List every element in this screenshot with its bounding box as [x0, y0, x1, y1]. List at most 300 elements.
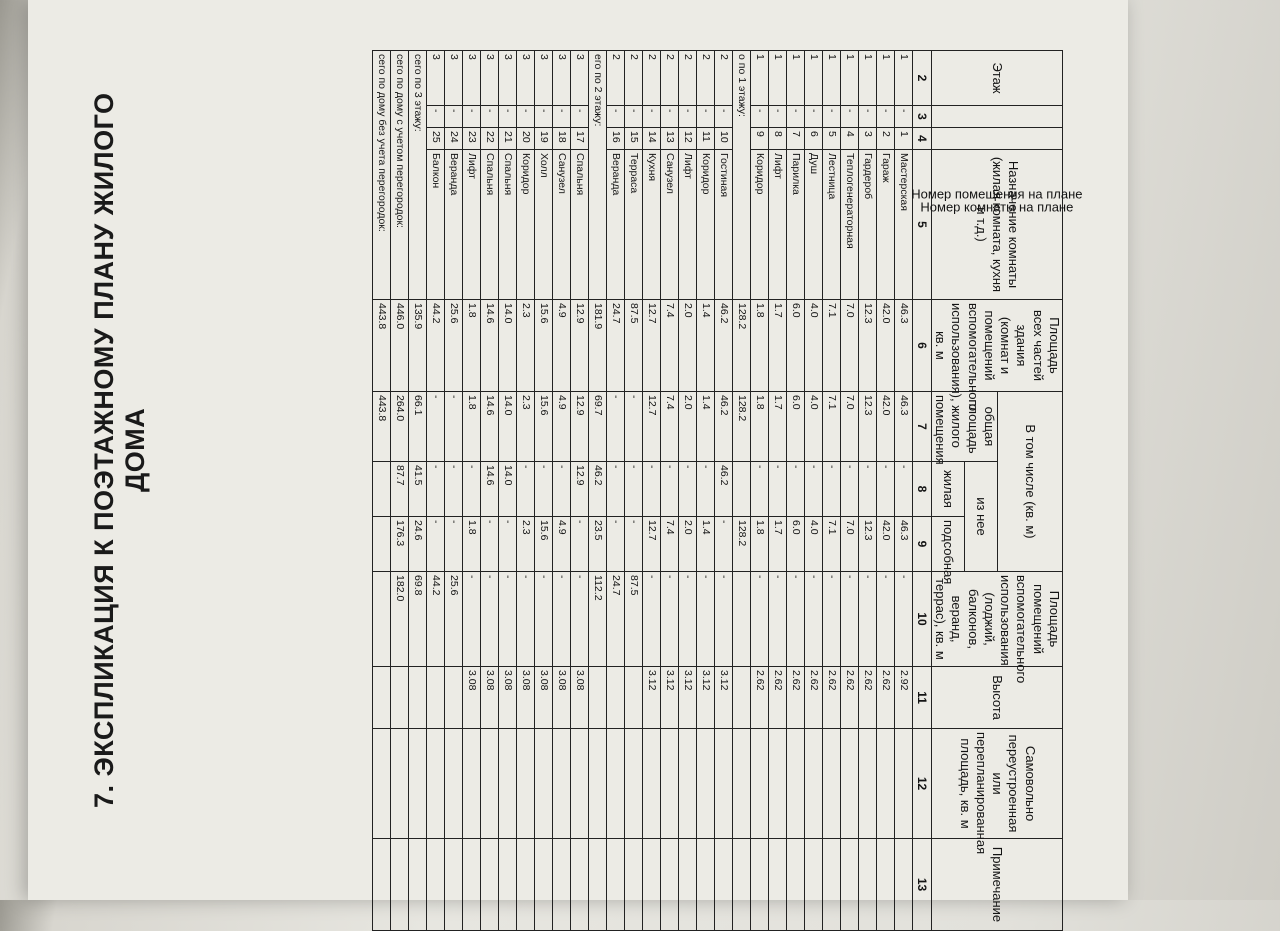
- total-living-cell: 7.4: [661, 392, 679, 462]
- room-on-plan-cell: 15: [625, 128, 643, 150]
- total-living-cell: 14.6: [481, 392, 499, 462]
- auxiliary-area-cell: 182.0: [391, 572, 409, 667]
- table-row: [643, 51, 661, 931]
- replanned-cell: [409, 729, 427, 839]
- living-cell: 46.2: [589, 462, 607, 517]
- floor-cell: 3: [445, 51, 463, 106]
- note-cell: [445, 839, 463, 931]
- floor-cell: 1: [859, 51, 877, 106]
- room-on-plan-cell: 25: [427, 128, 445, 150]
- room-on-plan-cell: 13: [661, 128, 679, 150]
- total-living-cell: 12.9: [571, 392, 589, 462]
- living-cell: -: [895, 462, 913, 517]
- aux-cell: 1.8: [751, 517, 769, 572]
- living-cell: -: [841, 462, 859, 517]
- replanned-cell: [823, 729, 841, 839]
- purpose-cell: Коридор: [517, 150, 535, 300]
- table-row: [877, 51, 895, 931]
- auxiliary-area-cell: 24.7: [607, 572, 625, 667]
- room-no-cell: -: [553, 106, 571, 128]
- header-incl: В том числе (кв. м): [998, 392, 1063, 572]
- floor-cell: 2: [643, 51, 661, 106]
- total-living-cell: 1.8: [463, 392, 481, 462]
- subtotal-row: [733, 51, 751, 931]
- height-cell: [427, 667, 445, 729]
- living-cell: -: [751, 462, 769, 517]
- floor-cell: 3: [463, 51, 481, 106]
- height-cell: [625, 667, 643, 729]
- note-cell: [643, 839, 661, 931]
- height-cell: [373, 667, 391, 729]
- auxiliary-area-cell: -: [751, 572, 769, 667]
- auxiliary-area-cell: -: [787, 572, 805, 667]
- replanned-cell: [895, 729, 913, 839]
- replanned-cell: [373, 729, 391, 839]
- note-cell: [805, 839, 823, 931]
- auxiliary-area-cell: -: [841, 572, 859, 667]
- subtotal-label: сего по дому без учета перегородок:: [373, 51, 391, 300]
- room-no-cell: -: [517, 106, 535, 128]
- height-cell: 3.12: [715, 667, 733, 729]
- living-cell: -: [535, 462, 553, 517]
- total-living-cell: 128.2: [733, 392, 751, 462]
- living-cell: 46.2: [715, 462, 733, 517]
- living-cell: 41.5: [409, 462, 427, 517]
- area-all-cell: 128.2: [733, 300, 751, 392]
- area-all-cell: 1.7: [769, 300, 787, 392]
- height-cell: 3.12: [697, 667, 715, 729]
- purpose-cell: Гостиная: [715, 150, 733, 300]
- total-living-cell: -: [625, 392, 643, 462]
- total-living-cell: 7.1: [823, 392, 841, 462]
- height-cell: 3.08: [481, 667, 499, 729]
- total-living-cell: 14.0: [499, 392, 517, 462]
- purpose-cell: Санузел: [553, 150, 571, 300]
- living-cell: -: [787, 462, 805, 517]
- table-row: [751, 51, 769, 931]
- replanned-cell: [517, 729, 535, 839]
- height-cell: [589, 667, 607, 729]
- height-cell: 3.12: [661, 667, 679, 729]
- room-on-plan-cell: 22: [481, 128, 499, 150]
- aux-cell: 42.0: [877, 517, 895, 572]
- room-on-plan-cell: 23: [463, 128, 481, 150]
- replanned-cell: [661, 729, 679, 839]
- total-living-cell: 1.8: [751, 392, 769, 462]
- height-cell: 2.92: [895, 667, 913, 729]
- aux-cell: 12.7: [643, 517, 661, 572]
- room-on-plan-cell: 16: [607, 128, 625, 150]
- height-cell: 2.62: [823, 667, 841, 729]
- area-all-cell: 4.9: [553, 300, 571, 392]
- height-cell: 2.62: [805, 667, 823, 729]
- purpose-cell: Кухня: [643, 150, 661, 300]
- area-all-cell: 1.8: [751, 300, 769, 392]
- room-no-cell: -: [499, 106, 517, 128]
- height-cell: 3.12: [679, 667, 697, 729]
- room-no-cell: -: [895, 106, 913, 128]
- note-cell: [715, 839, 733, 931]
- column-number: 4: [913, 128, 932, 150]
- area-all-cell: 135.9: [409, 300, 427, 392]
- note-cell: [517, 839, 535, 931]
- auxiliary-area-cell: -: [697, 572, 715, 667]
- purpose-cell: Санузел: [661, 150, 679, 300]
- auxiliary-area-cell: -: [895, 572, 913, 667]
- total-living-cell: 264.0: [391, 392, 409, 462]
- living-cell: -: [679, 462, 697, 517]
- height-cell: [445, 667, 463, 729]
- replanned-cell: [805, 729, 823, 839]
- total-living-cell: 42.0: [877, 392, 895, 462]
- total-living-cell: 2.0: [679, 392, 697, 462]
- room-no-cell: -: [679, 106, 697, 128]
- table-row: [823, 51, 841, 931]
- floor-cell: 1: [895, 51, 913, 106]
- auxiliary-area-cell: -: [481, 572, 499, 667]
- table-row: [679, 51, 697, 931]
- floor-cell: 1: [751, 51, 769, 106]
- area-all-cell: 1.4: [697, 300, 715, 392]
- aux-cell: 7.0: [841, 517, 859, 572]
- purpose-cell: Гараж: [877, 150, 895, 300]
- total-living-cell: 1.4: [697, 392, 715, 462]
- column-number: 9: [913, 517, 932, 572]
- replanned-cell: [463, 729, 481, 839]
- area-all-cell: 12.7: [643, 300, 661, 392]
- area-all-cell: 443.8: [373, 300, 391, 392]
- aux-cell: 15.6: [535, 517, 553, 572]
- floor-cell: 2: [679, 51, 697, 106]
- room-no-cell: -: [751, 106, 769, 128]
- auxiliary-area-cell: -: [715, 572, 733, 667]
- living-cell: -: [625, 462, 643, 517]
- table-row: [607, 51, 625, 931]
- purpose-cell: Спальня: [499, 150, 517, 300]
- note-cell: [607, 839, 625, 931]
- living-cell: -: [769, 462, 787, 517]
- living-cell: 87.7: [391, 462, 409, 517]
- height-cell: [409, 667, 427, 729]
- room-on-plan-cell: 2: [877, 128, 895, 150]
- header-room-no: Номер помещения на плане: [932, 106, 1063, 128]
- replanned-cell: [427, 729, 445, 839]
- room-on-plan-cell: 1: [895, 128, 913, 150]
- floor-cell: 1: [805, 51, 823, 106]
- purpose-cell: Коридор: [697, 150, 715, 300]
- purpose-cell: Балкон: [427, 150, 445, 300]
- replanned-cell: [751, 729, 769, 839]
- aux-cell: 2.0: [679, 517, 697, 572]
- replanned-cell: [697, 729, 715, 839]
- aux-cell: 23.5: [589, 517, 607, 572]
- purpose-cell: Спальня: [481, 150, 499, 300]
- replanned-cell: [643, 729, 661, 839]
- floor-cell: 3: [481, 51, 499, 106]
- auxiliary-area-cell: -: [859, 572, 877, 667]
- aux-cell: 1.4: [697, 517, 715, 572]
- room-on-plan-cell: 11: [697, 128, 715, 150]
- room-on-plan-cell: 8: [769, 128, 787, 150]
- aux-cell: 46.3: [895, 517, 913, 572]
- replanned-cell: [877, 729, 895, 839]
- height-cell: 2.62: [877, 667, 895, 729]
- total-living-cell: 1.7: [769, 392, 787, 462]
- auxiliary-area-cell: -: [661, 572, 679, 667]
- purpose-cell: Лифт: [679, 150, 697, 300]
- living-cell: -: [517, 462, 535, 517]
- header-auxiliary-area: Площадь помещений вспомогательного использования (лоджий, балконов, веранд, террас), кв. м: [932, 572, 1063, 667]
- note-cell: [661, 839, 679, 931]
- living-cell: -: [445, 462, 463, 517]
- height-cell: 2.62: [859, 667, 877, 729]
- room-no-cell: -: [841, 106, 859, 128]
- aux-cell: [373, 517, 391, 572]
- purpose-cell: Спальня: [571, 150, 589, 300]
- total-living-cell: -: [607, 392, 625, 462]
- floor-cell: 1: [823, 51, 841, 106]
- aux-cell: 6.0: [787, 517, 805, 572]
- aux-cell: -: [715, 517, 733, 572]
- replanned-cell: [589, 729, 607, 839]
- room-on-plan-cell: 17: [571, 128, 589, 150]
- total-living-cell: 15.6: [535, 392, 553, 462]
- table-row: [427, 51, 445, 931]
- table-row: [535, 51, 553, 931]
- aux-cell: 12.3: [859, 517, 877, 572]
- note-cell: [733, 839, 751, 931]
- floor-cell: 3: [499, 51, 517, 106]
- area-all-cell: 25.6: [445, 300, 463, 392]
- room-no-cell: -: [769, 106, 787, 128]
- floor-cell: 1: [787, 51, 805, 106]
- auxiliary-area-cell: -: [805, 572, 823, 667]
- area-all-cell: 7.1: [823, 300, 841, 392]
- floor-cell: 2: [697, 51, 715, 106]
- explication-table: [372, 50, 1083, 931]
- auxiliary-area-cell: 25.6: [445, 572, 463, 667]
- table-row: [517, 51, 535, 931]
- area-all-cell: 46.2: [715, 300, 733, 392]
- area-all-cell: 14.6: [481, 300, 499, 392]
- area-all-cell: 15.6: [535, 300, 553, 392]
- note-cell: [877, 839, 895, 931]
- aux-cell: 24.6: [409, 517, 427, 572]
- note-cell: [571, 839, 589, 931]
- note-cell: [751, 839, 769, 931]
- aux-cell: 4.0: [805, 517, 823, 572]
- note-cell: [589, 839, 607, 931]
- column-number: 10: [913, 572, 932, 667]
- room-no-cell: -: [571, 106, 589, 128]
- height-cell: 3.08: [571, 667, 589, 729]
- height-cell: 2.62: [841, 667, 859, 729]
- area-all-cell: 446.0: [391, 300, 409, 392]
- table-row: [571, 51, 589, 931]
- replanned-cell: [625, 729, 643, 839]
- room-on-plan-cell: 7: [787, 128, 805, 150]
- area-all-cell: 181.9: [589, 300, 607, 392]
- total-living-cell: 443.8: [373, 392, 391, 462]
- height-cell: 3.08: [517, 667, 535, 729]
- note-cell: [787, 839, 805, 931]
- auxiliary-area-cell: 44.2: [427, 572, 445, 667]
- floor-cell: 1: [877, 51, 895, 106]
- note-cell: [373, 839, 391, 931]
- total-living-cell: -: [427, 392, 445, 462]
- room-on-plan-cell: 6: [805, 128, 823, 150]
- purpose-cell: Теплогенераторная: [841, 150, 859, 300]
- note-cell: [463, 839, 481, 931]
- table-row: [769, 51, 787, 931]
- subtotal-label: сего по 3 этажу:: [409, 51, 427, 300]
- purpose-cell: Лифт: [769, 150, 787, 300]
- aux-cell: 2.3: [517, 517, 535, 572]
- height-cell: [733, 667, 751, 729]
- total-living-cell: 12.3: [859, 392, 877, 462]
- table-row: [625, 51, 643, 931]
- aux-cell: 7.1: [823, 517, 841, 572]
- floor-cell: 3: [427, 51, 445, 106]
- purpose-cell: Гардероб: [859, 150, 877, 300]
- column-number: 11: [913, 667, 932, 729]
- total-living-cell: 46.3: [895, 392, 913, 462]
- header-total-living: общая площадь жилого помещения: [932, 392, 998, 462]
- aux-cell: 176.3: [391, 517, 409, 572]
- room-no-cell: -: [643, 106, 661, 128]
- room-on-plan-cell: 20: [517, 128, 535, 150]
- living-cell: -: [427, 462, 445, 517]
- purpose-cell: Холл: [535, 150, 553, 300]
- subtotal-label: о по 1 этажу:: [733, 51, 751, 300]
- total-living-cell: 46.2: [715, 392, 733, 462]
- replanned-cell: [787, 729, 805, 839]
- replanned-cell: [769, 729, 787, 839]
- replanned-cell: [733, 729, 751, 839]
- living-cell: -: [607, 462, 625, 517]
- area-all-cell: 4.0: [805, 300, 823, 392]
- table-row: [481, 51, 499, 931]
- aux-cell: -: [607, 517, 625, 572]
- living-cell: 14.0: [499, 462, 517, 517]
- floor-cell: 2: [607, 51, 625, 106]
- floor-cell: 2: [625, 51, 643, 106]
- height-cell: 3.08: [499, 667, 517, 729]
- table-row: [661, 51, 679, 931]
- purpose-cell: Веранда: [607, 150, 625, 300]
- purpose-cell: Мастерская: [895, 150, 913, 300]
- table-row: [841, 51, 859, 931]
- auxiliary-area-cell: -: [679, 572, 697, 667]
- auxiliary-area-cell: -: [535, 572, 553, 667]
- table-row: [499, 51, 517, 931]
- auxiliary-area-cell: -: [499, 572, 517, 667]
- header-replanned: Самовольно переустроенная или перепланированная площадь, кв. м: [932, 729, 1063, 839]
- aux-cell: -: [571, 517, 589, 572]
- note-cell: [481, 839, 499, 931]
- height-cell: 2.62: [787, 667, 805, 729]
- aux-cell: 1.7: [769, 517, 787, 572]
- note-cell: [409, 839, 427, 931]
- floor-cell: 1: [769, 51, 787, 106]
- column-number: 3: [913, 106, 932, 128]
- note-cell: [427, 839, 445, 931]
- header-living: жилая: [932, 462, 965, 517]
- note-cell: [841, 839, 859, 931]
- floor-cell: 1: [841, 51, 859, 106]
- total-living-cell: 4.0: [805, 392, 823, 462]
- header-note: Примечание: [932, 839, 1063, 931]
- area-all-cell: 12.3: [859, 300, 877, 392]
- room-on-plan-cell: 21: [499, 128, 517, 150]
- height-cell: 3.08: [535, 667, 553, 729]
- table-row: [463, 51, 481, 931]
- total-living-cell: 12.7: [643, 392, 661, 462]
- note-cell: [391, 839, 409, 931]
- area-all-cell: 2.3: [517, 300, 535, 392]
- aux-cell: -: [625, 517, 643, 572]
- area-all-cell: 87.5: [625, 300, 643, 392]
- column-number: 6: [913, 300, 932, 392]
- total-living-cell: 6.0: [787, 392, 805, 462]
- height-cell: 3.12: [643, 667, 661, 729]
- replanned-cell: [859, 729, 877, 839]
- auxiliary-area-cell: -: [553, 572, 571, 667]
- room-no-cell: -: [535, 106, 553, 128]
- room-on-plan-cell: 4: [841, 128, 859, 150]
- note-cell: [697, 839, 715, 931]
- room-no-cell: -: [661, 106, 679, 128]
- replanned-cell: [535, 729, 553, 839]
- living-cell: -: [877, 462, 895, 517]
- table-row: [895, 51, 913, 931]
- header-area-all: Площадь всех частей здания (комнат и помещений вспомогательного использования), кв. м: [932, 300, 1063, 392]
- table-body: [373, 51, 913, 931]
- table-row: [715, 51, 733, 931]
- height-cell: 3.08: [553, 667, 571, 729]
- column-number: 2: [913, 51, 932, 106]
- living-cell: [373, 462, 391, 517]
- purpose-cell: Парилка: [787, 150, 805, 300]
- purpose-cell: Терраса: [625, 150, 643, 300]
- table-row: [787, 51, 805, 931]
- living-cell: -: [553, 462, 571, 517]
- page-title: 7. ЭКСПЛИКАЦИЯ К ПОЭТАЖНОМУ ПЛАНУ ЖИЛОГО ДОМА: [89, 92, 150, 808]
- area-all-cell: 14.0: [499, 300, 517, 392]
- subtotal-label: его по 2 этажу:: [589, 51, 607, 300]
- area-all-cell: 2.0: [679, 300, 697, 392]
- room-no-cell: -: [697, 106, 715, 128]
- auxiliary-area-cell: -: [571, 572, 589, 667]
- replanned-cell: [391, 729, 409, 839]
- replanned-cell: [571, 729, 589, 839]
- header-purpose: Назначение комнаты (жилая комната, кухня и т.д.): [932, 150, 1063, 300]
- aux-cell: 4.9: [553, 517, 571, 572]
- total-living-cell: 69.7: [589, 392, 607, 462]
- living-cell: [733, 462, 751, 517]
- auxiliary-area-cell: -: [517, 572, 535, 667]
- replanned-cell: [679, 729, 697, 839]
- note-cell: [679, 839, 697, 931]
- auxiliary-area-cell: 112.2: [589, 572, 607, 667]
- area-all-cell: 7.4: [661, 300, 679, 392]
- living-cell: -: [859, 462, 877, 517]
- auxiliary-area-cell: [373, 572, 391, 667]
- replanned-cell: [841, 729, 859, 839]
- replanned-cell: [481, 729, 499, 839]
- auxiliary-area-cell: -: [769, 572, 787, 667]
- aux-cell: -: [445, 517, 463, 572]
